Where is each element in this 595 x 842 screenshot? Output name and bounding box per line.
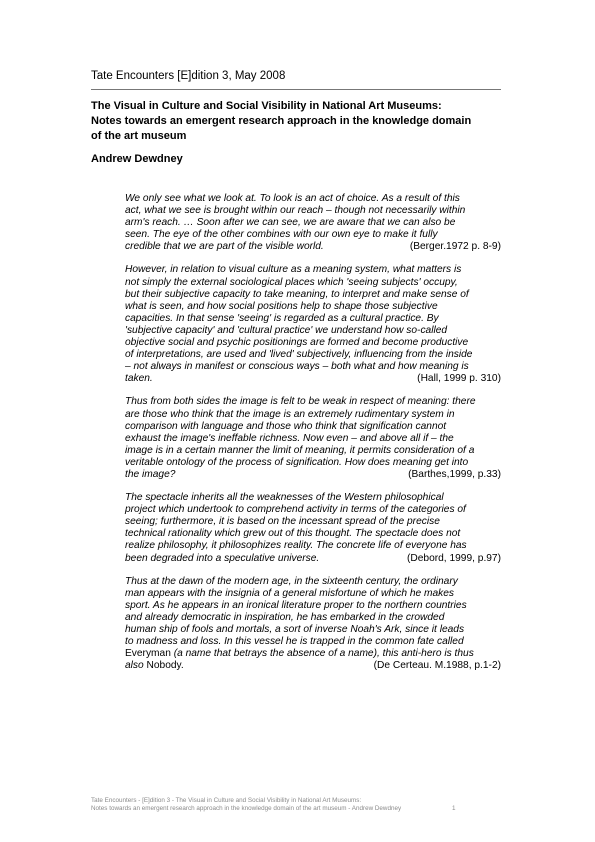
header-divider (91, 89, 501, 90)
quote-line: The spectacle inherits all the weaknesses of the Western philosophical (125, 492, 444, 504)
quote-line: capacities. In that sense 'seeing' is regarded as a cultural practice. By (125, 312, 439, 324)
everyman-word: Everyman (125, 648, 171, 660)
quote-fragment: (a name that betrays the absence of a name), this anti-hero is thus (170, 648, 474, 660)
block-quote-de-certeau (125, 576, 505, 673)
quote-last-line (125, 241, 505, 253)
quote-line: been degraded into a speculative universe. (125, 552, 320, 564)
quote-line: and already democratic in inspiration, he has embarked in the crowded (125, 611, 445, 623)
quote-line: We only see what we look at. To look is an act of choice. As a result of this (125, 193, 460, 204)
running-header: Tate Encounters [E]dition 3, May 2008 (91, 70, 286, 82)
quote-line: objective social and psychic positionings are formed and become productive (125, 337, 469, 349)
quote-line: of interpretations, are used and 'lived' subjectively, influencing from the inside (125, 349, 473, 361)
author-name: Andrew Dewdney (91, 153, 183, 165)
citation: (Debord, 1999, p.97) (406, 552, 501, 564)
quote-last-line (125, 660, 505, 672)
quote-line: to madness and loss. In this vessel he is trapped in the common fate called (125, 636, 464, 648)
citation: (Barthes,1999, p.33) (408, 468, 501, 480)
quote-line: act, what we see is brought within our reach – though not necessarily within (125, 205, 466, 217)
block-quote-hall (125, 264, 505, 385)
citation: (Hall, 1999 p. 310) (417, 373, 501, 385)
quote-fragment: also (125, 660, 147, 672)
citation: (Berger.1972 p. 8-9) (409, 241, 501, 253)
title-line: of the art museum (91, 130, 187, 142)
quote-line: Thus from both sides the image is felt to be weak in respect of meaning: there (125, 396, 476, 408)
quote-line: image is in a certain manner the limit of meaning, it permits consideration of a (125, 444, 475, 456)
quote-last-line (125, 469, 505, 481)
quote-line: realize philosophy, it philosophizes reality. The concrete life of everyone has (125, 540, 467, 552)
quote-line (125, 648, 505, 660)
article-title (91, 99, 511, 144)
title-line: Notes towards an emergent research approach in the knowledge domain (91, 115, 472, 127)
quote-line: 'subjective capacity' and 'cultural practice' we understand how so-called (125, 324, 448, 336)
quote-line: technical rationality which grew out of this thought. The spectacle does not (125, 528, 461, 540)
footer-line: Notes towards an emergent research approach in the knowledge domain of the art museum - Andrew Dewdney (91, 805, 402, 812)
quote-line: sport. As he appears in an ironical literature proper to the northern countries (125, 599, 467, 611)
quote-line: veritable ontology of the process of signification. How does meaning get into (125, 456, 469, 468)
quote-line: arm's reach. … Soon after we can see, we are aware that we can also be (125, 217, 456, 229)
footer-line: Tate Encounters - [E]dition 3 - The Visual in Culture and Social Visibility in National Art Museums: (91, 797, 362, 804)
quote-line: seen. The eye of the other combines with our own eye to make it fully (125, 229, 438, 241)
quote-line: comparison with language and those who think that signification cannot (125, 420, 447, 432)
epigraph-quotes (125, 193, 505, 683)
block-quote-barthes (125, 396, 505, 481)
block-quote-berger (125, 193, 505, 253)
quote-line: human ship of fools and mortals, a sort of inverse Noah's Ark, since it leads (125, 624, 465, 635)
quote-line: exhaust the image's ineffable richness. Now even – and above all if – the (125, 432, 454, 444)
quote-line: credible that we are part of the visible world. (125, 241, 324, 253)
running-footer (91, 797, 471, 813)
block-quote-debord (125, 492, 505, 565)
title-line: The Visual in Culture and Social Visibility in National Art Museums: (91, 100, 442, 112)
quote-line: project which undertook to comprehend activity in terms of the categories of (125, 504, 466, 516)
nobody-word: Nobody. (146, 660, 184, 672)
quote-line: are those who think that the image is an extremely rudimentary system in (125, 408, 455, 420)
page-number: 1 (452, 805, 456, 812)
quote-line: taken. (125, 373, 153, 385)
quote-line: – not always in manifest or conscious ways – both what and how meaning is (125, 361, 469, 373)
quote-last-line (125, 373, 505, 385)
quote-line (125, 660, 184, 672)
quote-line: but their subjective capacity to take meaning, to interpret and make sense of (125, 288, 469, 300)
citation: (De Certeau. M.1988, p.1-2) (373, 660, 501, 672)
quote-line: seeing; furthermore, it is based on the incessant spread of the precise (125, 516, 440, 528)
quote-line: Thus at the dawn of the modern age, in the sixteenth century, the ordinary (125, 575, 458, 587)
quote-line: man appears with the insignia of a general misfortune of which he makes (125, 587, 455, 599)
quote-line: what is seen, and how social positions help to shape those subjective (125, 300, 438, 312)
quote-line: not simply the external sociological places which 'seeing subjects' occupy, (125, 276, 458, 288)
quote-line: the image? (125, 468, 176, 480)
quote-line: However, in relation to visual culture as a meaning system, what matters is (125, 264, 462, 276)
quote-last-line (125, 553, 505, 565)
